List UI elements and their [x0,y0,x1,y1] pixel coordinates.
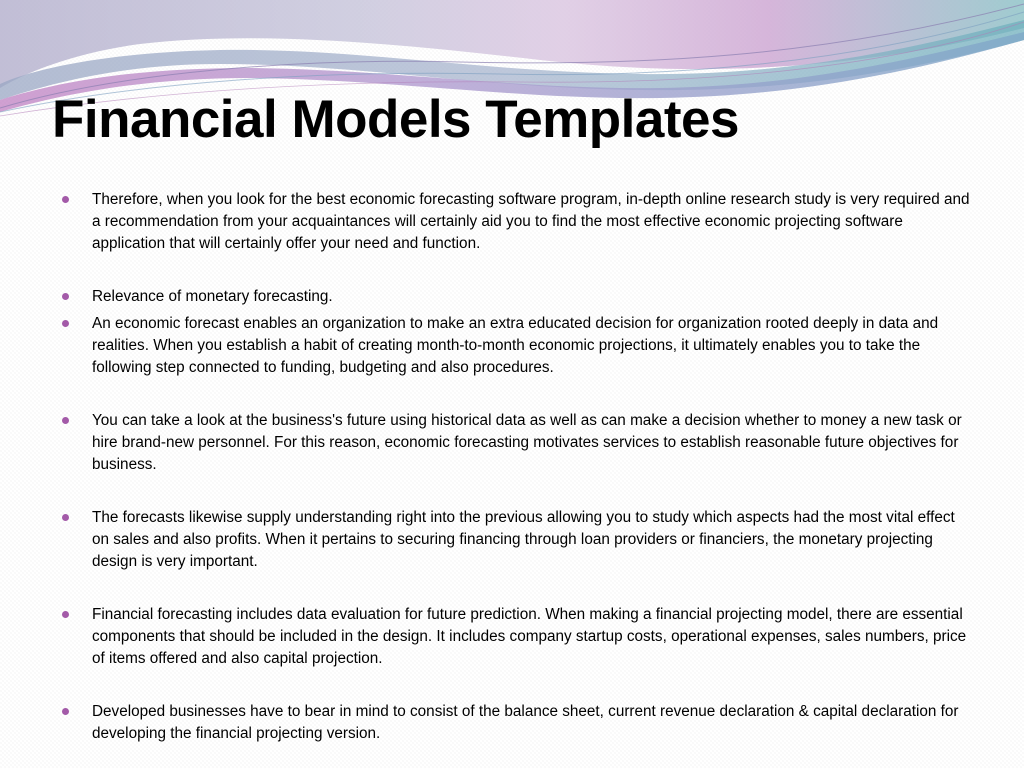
list-item [60,701,970,745]
bullet-text: Relevance of monetary forecasting. [92,288,333,305]
bullet-dot-icon [62,708,69,715]
bullet-dot-icon [62,320,69,327]
list-item [60,189,970,255]
bullet-dot-icon [62,196,69,203]
list-item [60,313,970,379]
bullet-dot-icon [62,293,69,300]
bullet-text: Financial forecasting includes data evaluation for future prediction. When making a financial projecting model, there are essential components that should be included in the design. It includes company startup costs, operational expenses, sales numbers, price of items offered and also capital projection. [92,606,967,667]
page-title: Financial Models Templates [52,90,739,149]
list-item [60,507,970,573]
bullet-text: An economic forecast enables an organization to make an extra educated decision for organization rooted deeply in data and realities. When you establish a habit of creating month-to-month economic projections, it ultimately enables you to take the following step connected to funding, budgeting and also procedures. [92,315,939,376]
bullet-dot-icon [62,514,69,521]
list-item [60,604,970,670]
bullet-text: Therefore, when you look for the best economic forecasting software program, in-depth online research study is very required and a recommendation from your acquaintances will certainly aid you to find the most effective economic projecting software application that will certainly offer your need and function. [92,191,970,252]
bullet-list [60,189,970,745]
list-item [60,286,970,308]
bullet-text: Developed businesses have to bear in mind to consist of the balance sheet, current revenue declaration & capital declaration for developing the financial projecting version. [92,703,959,742]
bullet-text: You can take a look at the business's future using historical data as well as can make a decision whether to money a new task or hire brand-new personnel. For this reason, economic forecasting motivates services to establish reasonable future objectives for business. [92,412,962,473]
list-item [60,410,970,476]
bullet-dot-icon [62,417,69,424]
bullet-text: The forecasts likewise supply understanding right into the previous allowing you to study which aspects had the most vital effect on sales and also profits. When it pertains to securing financing through loan providers or financiers, the monetary projecting design is very important. [92,509,955,570]
bullet-dot-icon [62,611,69,618]
